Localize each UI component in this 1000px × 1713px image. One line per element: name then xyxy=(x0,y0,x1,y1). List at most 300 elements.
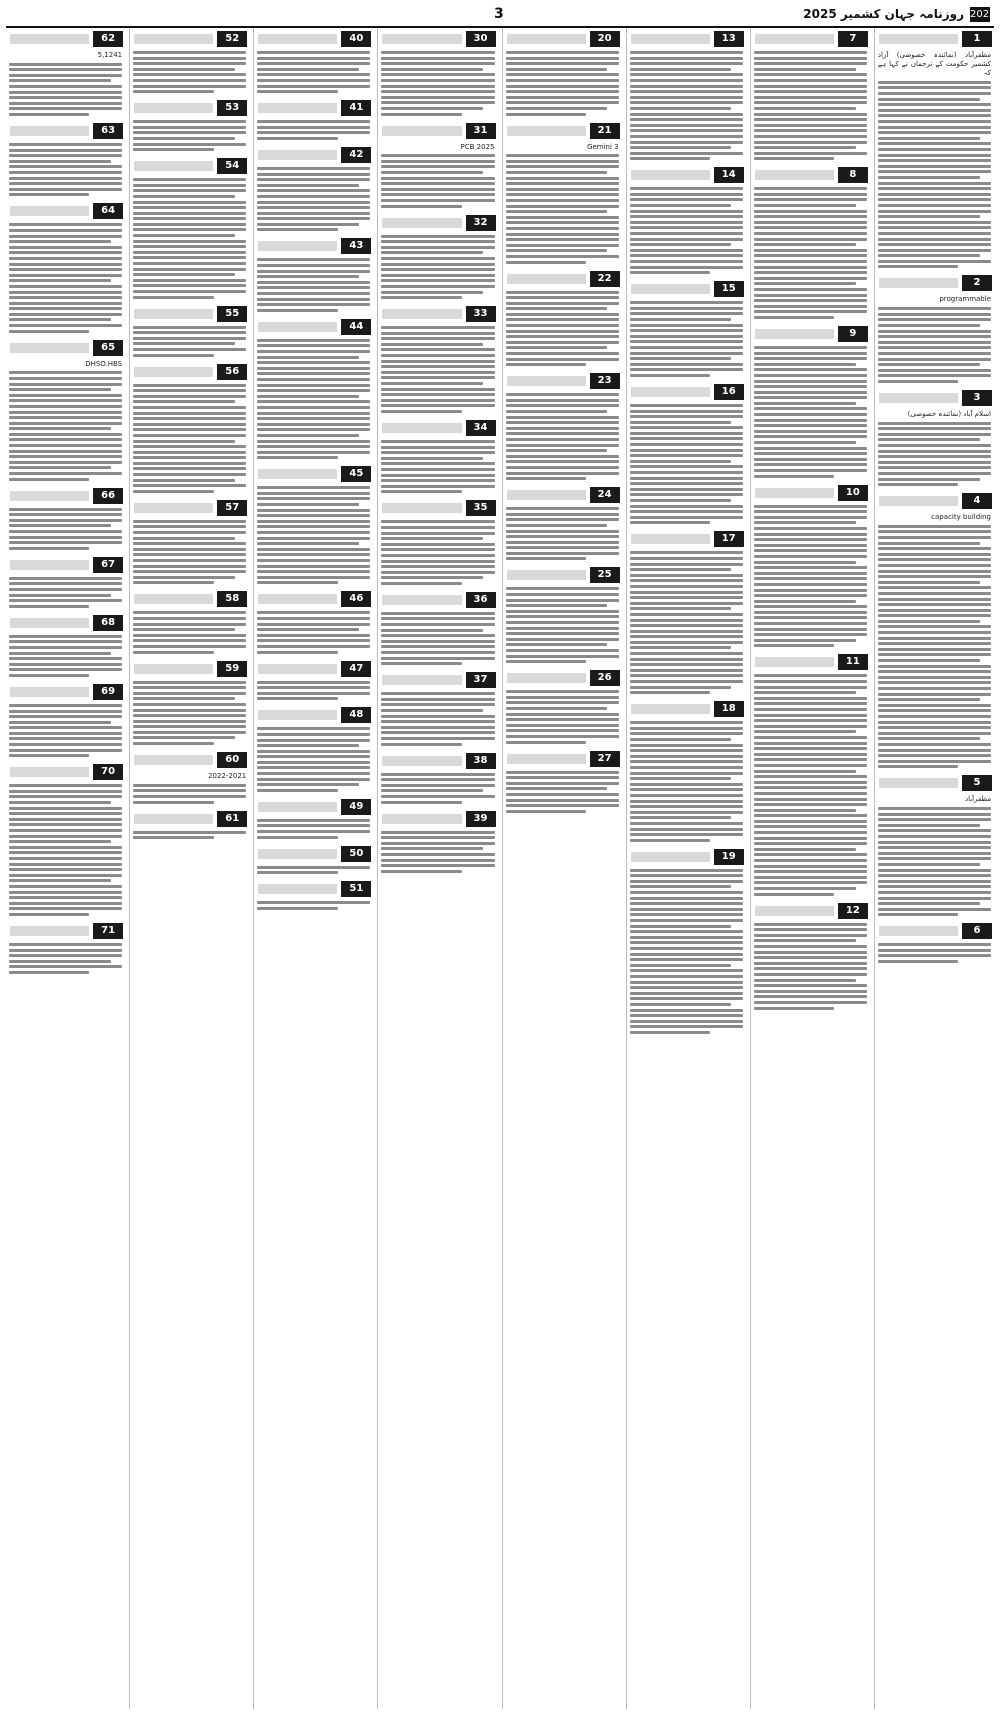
text-line xyxy=(754,577,867,580)
news-number-badge: 27 xyxy=(590,751,620,767)
news-item xyxy=(378,499,497,585)
text-line xyxy=(878,450,991,453)
text-line xyxy=(9,246,122,249)
text-line xyxy=(381,565,494,568)
news-item-header xyxy=(378,122,497,140)
text-line xyxy=(9,229,122,232)
text-line xyxy=(257,223,359,226)
news-item-header xyxy=(378,30,497,48)
news-item-header xyxy=(254,706,373,724)
text-line xyxy=(133,789,246,792)
news-columns xyxy=(6,28,994,1709)
text-line xyxy=(878,913,958,916)
news-number-badge: 49 xyxy=(341,799,371,815)
text-line xyxy=(133,262,246,265)
text-line xyxy=(133,686,246,689)
text-line xyxy=(257,503,359,506)
text-line xyxy=(381,274,494,277)
text-line xyxy=(133,645,246,648)
text-line xyxy=(257,167,370,170)
text-line xyxy=(257,755,370,758)
news-item xyxy=(378,305,497,413)
text-line xyxy=(630,811,743,814)
text-line xyxy=(630,646,732,649)
news-item-header xyxy=(627,280,746,298)
news-item-header xyxy=(254,99,373,117)
text-line xyxy=(133,611,246,614)
news-item-header xyxy=(627,700,746,718)
text-line xyxy=(878,542,980,545)
text-line xyxy=(878,880,991,883)
text-line xyxy=(9,524,111,527)
text-line xyxy=(630,73,743,76)
text-line xyxy=(9,949,122,952)
text-line xyxy=(878,438,980,441)
text-line xyxy=(257,537,370,540)
text-line xyxy=(381,343,483,346)
text-line xyxy=(257,367,370,370)
text-line xyxy=(630,1009,743,1012)
text-line xyxy=(878,885,991,888)
text-line xyxy=(9,960,111,963)
text-line xyxy=(630,410,743,413)
text-line xyxy=(381,726,494,729)
text-line xyxy=(630,493,743,496)
text-line xyxy=(257,628,359,631)
news-column xyxy=(626,28,746,1709)
text-line xyxy=(878,226,991,229)
text-line xyxy=(506,793,619,796)
news-number-badge: 55 xyxy=(217,306,247,322)
text-line xyxy=(630,788,743,791)
text-line xyxy=(754,680,867,683)
text-line xyxy=(257,384,370,387)
text-line xyxy=(381,285,494,288)
text-line xyxy=(381,393,494,396)
text-line xyxy=(878,760,991,763)
text-line xyxy=(381,399,494,402)
text-line xyxy=(630,777,732,780)
text-line xyxy=(9,818,122,821)
text-line xyxy=(9,85,122,88)
text-line xyxy=(630,568,732,571)
text-line xyxy=(754,881,867,884)
text-line xyxy=(506,393,619,396)
text-line xyxy=(878,631,991,634)
text-line xyxy=(754,101,867,104)
text-line xyxy=(506,404,619,407)
news-number-badge: 51 xyxy=(341,881,371,897)
text-line xyxy=(257,639,370,642)
text-line xyxy=(630,869,743,872)
text-line xyxy=(630,816,732,819)
news-number-badge: 63 xyxy=(93,123,123,139)
text-line xyxy=(878,198,991,201)
text-line xyxy=(878,709,991,712)
text-line xyxy=(9,68,122,71)
text-line xyxy=(9,913,89,916)
news-number-badge: 57 xyxy=(217,500,247,516)
text-line xyxy=(754,747,867,750)
text-line xyxy=(133,617,246,620)
news-number-badge: 31 xyxy=(466,123,496,139)
text-line xyxy=(133,581,213,584)
text-line xyxy=(133,137,235,140)
text-line xyxy=(9,399,122,402)
text-line xyxy=(878,232,991,235)
news-number-badge: 56 xyxy=(217,364,247,380)
text-line xyxy=(754,605,867,608)
text-line xyxy=(878,187,991,190)
text-line xyxy=(506,477,586,480)
text-line xyxy=(754,299,867,302)
text-line xyxy=(630,516,743,519)
text-line xyxy=(381,360,494,363)
text-line xyxy=(878,142,991,145)
news-number-badge: 32 xyxy=(466,215,496,231)
text-line xyxy=(9,513,122,516)
text-line xyxy=(133,795,246,798)
text-line xyxy=(754,842,867,845)
text-line xyxy=(381,640,494,643)
text-line xyxy=(133,206,246,209)
header-bar xyxy=(507,126,586,136)
text-line xyxy=(257,212,370,215)
text-line xyxy=(506,193,619,196)
text-line xyxy=(381,612,494,615)
text-line xyxy=(506,313,619,316)
text-line xyxy=(506,205,619,208)
text-line xyxy=(878,824,980,827)
text-line xyxy=(133,62,246,65)
news-number-badge: 5 xyxy=(962,775,992,791)
text-line xyxy=(133,337,246,340)
text-line xyxy=(630,204,732,207)
news-item xyxy=(875,389,994,486)
text-line xyxy=(878,564,991,567)
text-line xyxy=(754,928,867,931)
news-item-header xyxy=(254,845,373,863)
text-line xyxy=(381,582,461,585)
text-line xyxy=(754,521,856,524)
text-line xyxy=(878,221,991,224)
text-line xyxy=(133,189,246,192)
text-line xyxy=(754,249,867,252)
text-line xyxy=(878,369,991,372)
text-line xyxy=(9,296,122,299)
text-line xyxy=(9,829,122,832)
news-item xyxy=(503,372,622,480)
text-line xyxy=(630,215,743,218)
text-line xyxy=(754,510,867,513)
text-line xyxy=(381,662,461,665)
text-line xyxy=(257,907,337,910)
text-line xyxy=(754,391,867,394)
text-line xyxy=(630,118,743,121)
news-item-header xyxy=(130,499,249,517)
text-line xyxy=(630,129,743,132)
text-line xyxy=(754,758,867,761)
text-line xyxy=(506,227,619,230)
header-bar xyxy=(382,34,461,44)
news-item xyxy=(254,146,373,232)
text-line xyxy=(506,530,619,533)
text-line xyxy=(630,488,743,491)
text-line xyxy=(381,737,494,740)
text-line xyxy=(630,68,732,71)
news-item-header xyxy=(503,566,622,584)
news-number-badge: 26 xyxy=(590,670,620,686)
news-item xyxy=(627,166,746,274)
news-number-badge: 9 xyxy=(838,326,868,342)
news-number-badge: 53 xyxy=(217,100,247,116)
header-bar xyxy=(507,754,586,764)
text-line xyxy=(630,260,743,263)
text-line xyxy=(257,576,370,579)
text-line xyxy=(506,735,619,738)
text-line xyxy=(506,472,619,475)
news-item-header xyxy=(6,122,125,140)
text-line xyxy=(257,184,359,187)
newspaper-page xyxy=(6,4,994,1709)
text-line xyxy=(133,354,213,357)
text-line xyxy=(754,611,867,614)
news-item xyxy=(254,99,373,140)
news-number-badge: 3 xyxy=(962,390,992,406)
text-line xyxy=(257,339,370,342)
text-line xyxy=(630,437,743,440)
text-line xyxy=(630,891,743,894)
text-line xyxy=(754,967,867,970)
text-line xyxy=(9,795,122,798)
news-item-header xyxy=(875,30,994,48)
text-line xyxy=(630,157,710,160)
text-line xyxy=(754,452,867,455)
text-line xyxy=(506,249,608,252)
header-bar xyxy=(507,490,586,500)
text-line xyxy=(9,149,122,152)
text-line xyxy=(878,210,991,213)
text-line xyxy=(878,86,991,89)
text-line xyxy=(381,703,494,706)
header-bar xyxy=(382,423,461,433)
text-line xyxy=(878,698,980,701)
text-line xyxy=(133,692,246,695)
news-item-header xyxy=(6,202,125,220)
text-line xyxy=(381,870,461,873)
text-line xyxy=(133,628,235,631)
text-line xyxy=(754,1007,834,1010)
text-line xyxy=(754,215,867,218)
text-line xyxy=(630,822,743,825)
news-item-header xyxy=(751,30,870,48)
text-line xyxy=(878,358,991,361)
text-line xyxy=(9,188,122,191)
header-bar xyxy=(879,926,958,936)
header-bar xyxy=(258,849,337,859)
text-line xyxy=(381,193,494,196)
text-line xyxy=(506,62,619,65)
text-line xyxy=(506,776,619,779)
text-line xyxy=(630,749,743,752)
news-number-badge: 47 xyxy=(341,661,371,677)
text-line xyxy=(754,792,867,795)
text-line xyxy=(381,560,494,563)
news-item-header xyxy=(254,465,373,483)
text-line xyxy=(878,103,991,106)
text-line xyxy=(754,396,867,399)
news-item-header xyxy=(254,590,373,608)
text-line xyxy=(630,941,743,944)
text-line xyxy=(257,553,370,556)
text-line xyxy=(506,90,619,93)
text-line xyxy=(878,307,991,310)
text-line xyxy=(878,478,980,481)
text-line xyxy=(506,460,619,463)
text-line xyxy=(878,743,991,746)
text-line xyxy=(381,101,494,104)
text-line xyxy=(630,794,743,797)
text-line xyxy=(9,801,111,804)
news-item-header xyxy=(6,30,125,48)
text-line xyxy=(9,519,122,522)
text-line xyxy=(878,254,980,257)
news-item xyxy=(6,763,125,916)
text-line xyxy=(754,226,867,229)
text-line xyxy=(133,296,213,299)
header-bar xyxy=(507,274,586,284)
text-line xyxy=(9,943,122,946)
text-line xyxy=(506,188,619,191)
text-line xyxy=(506,96,619,99)
text-line xyxy=(630,404,743,407)
text-line xyxy=(630,312,743,315)
text-line xyxy=(506,587,619,590)
text-line xyxy=(257,559,370,562)
text-line xyxy=(506,421,619,424)
text-line xyxy=(133,148,213,151)
text-line xyxy=(381,404,494,407)
news-item xyxy=(130,305,249,357)
text-line xyxy=(878,765,958,768)
text-line xyxy=(257,651,337,654)
text-line xyxy=(506,741,586,744)
text-line xyxy=(630,152,743,155)
text-line xyxy=(9,274,122,277)
text-line xyxy=(381,154,494,157)
text-line xyxy=(878,693,991,696)
text-line xyxy=(257,611,370,614)
text-line xyxy=(878,346,991,349)
text-line xyxy=(878,154,991,157)
header-bar xyxy=(134,34,213,44)
text-line xyxy=(630,238,743,241)
text-line xyxy=(878,581,980,584)
text-line xyxy=(133,79,246,82)
text-line xyxy=(630,744,743,747)
text-line xyxy=(506,57,619,60)
text-line xyxy=(878,324,980,327)
news-number-badge: 12 xyxy=(838,903,868,919)
text-line xyxy=(878,553,991,556)
news-number-badge: 61 xyxy=(217,811,247,827)
text-line xyxy=(9,438,122,441)
text-line xyxy=(878,249,991,252)
news-item xyxy=(254,30,373,93)
text-line xyxy=(630,969,743,972)
news-item xyxy=(751,166,870,319)
text-line xyxy=(381,199,494,202)
text-line xyxy=(506,416,619,419)
news-lead-text: DHSO.HBS xyxy=(85,359,123,368)
news-number-badge: 24 xyxy=(590,487,620,503)
text-line xyxy=(878,313,991,316)
text-line xyxy=(381,291,483,294)
text-line xyxy=(9,313,122,316)
text-line xyxy=(133,462,246,465)
text-line xyxy=(754,633,867,636)
text-line xyxy=(257,830,370,833)
text-line xyxy=(381,543,494,546)
text-line xyxy=(257,548,370,551)
news-item-header xyxy=(751,325,870,343)
text-line xyxy=(9,263,122,266)
text-line xyxy=(133,520,246,523)
text-line xyxy=(257,871,337,874)
header-bar xyxy=(258,802,337,812)
news-item xyxy=(627,848,746,1034)
header-bar xyxy=(507,34,586,44)
header-bar xyxy=(879,778,958,788)
text-line xyxy=(630,85,743,88)
text-line xyxy=(754,870,867,873)
text-line xyxy=(506,513,619,516)
header-bar xyxy=(507,570,586,580)
text-line xyxy=(630,760,743,763)
news-number-badge: 20 xyxy=(590,31,620,47)
text-line xyxy=(9,377,122,380)
text-line xyxy=(630,249,743,252)
text-line xyxy=(630,146,732,149)
text-line xyxy=(257,389,370,392)
text-line xyxy=(9,784,122,787)
text-line xyxy=(754,742,867,745)
news-item-header xyxy=(503,750,622,768)
text-line xyxy=(878,954,991,957)
text-line xyxy=(9,394,122,397)
text-line xyxy=(878,466,991,469)
text-line xyxy=(506,346,608,349)
text-line xyxy=(630,680,743,683)
text-line xyxy=(878,592,991,595)
news-item xyxy=(503,30,622,116)
text-line xyxy=(381,532,494,535)
text-line xyxy=(630,908,743,911)
news-item-header xyxy=(751,653,870,671)
news-item-header xyxy=(254,318,373,336)
text-line xyxy=(878,653,991,656)
text-line xyxy=(630,619,743,622)
text-line xyxy=(257,378,370,381)
news-item-header xyxy=(254,237,373,255)
text-line xyxy=(878,131,991,134)
text-line xyxy=(754,786,867,789)
text-line xyxy=(381,410,461,413)
text-line xyxy=(381,842,494,845)
news-number-badge: 40 xyxy=(341,31,371,47)
text-line xyxy=(754,809,856,812)
text-line xyxy=(754,865,867,868)
